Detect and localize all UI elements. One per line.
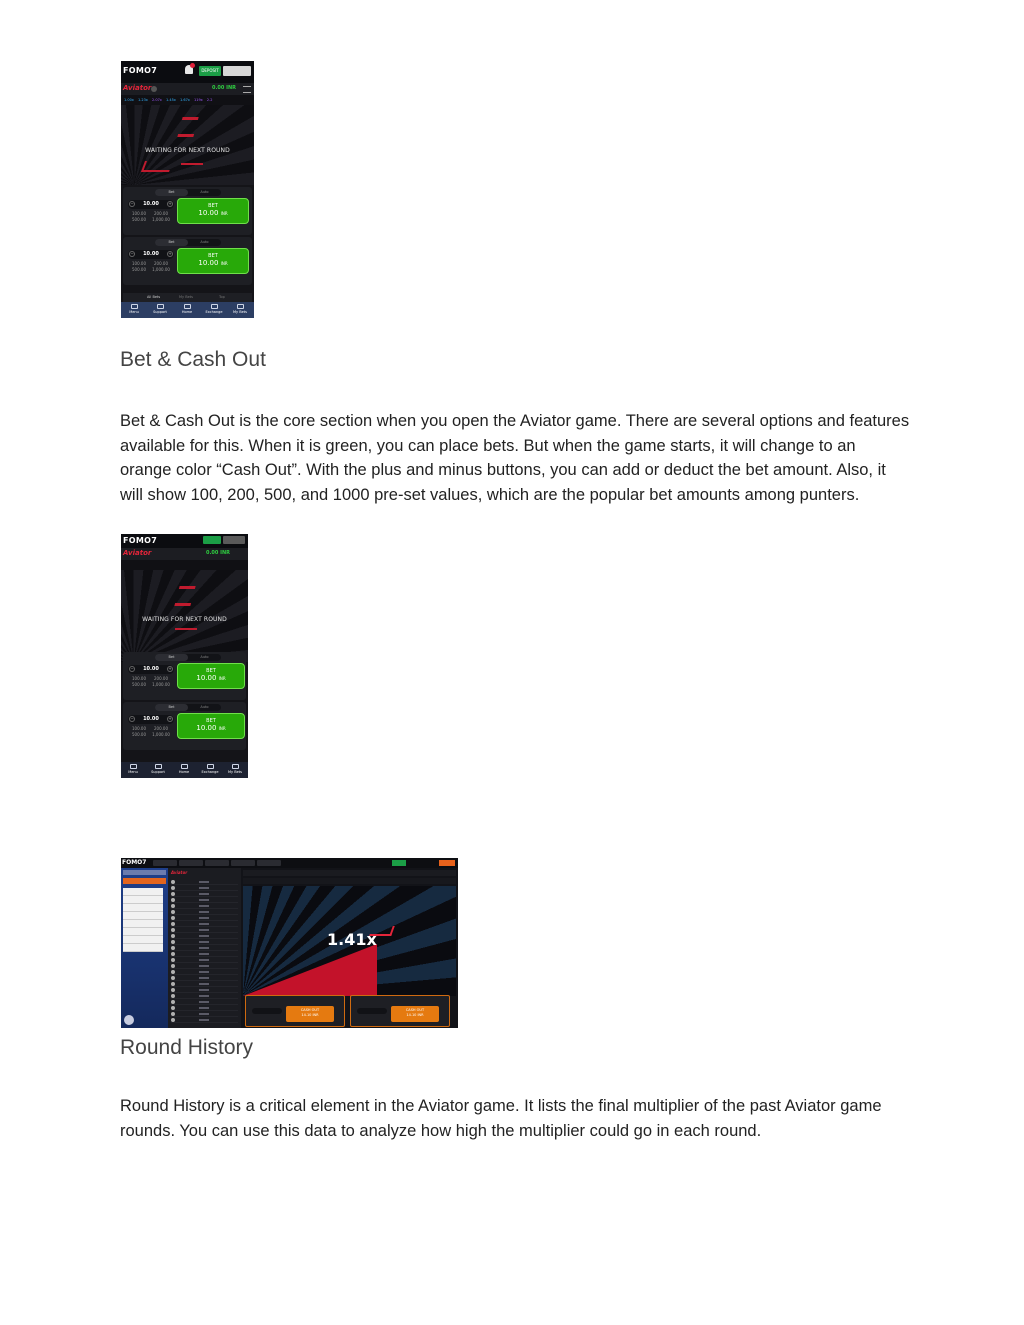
notice-banner [243,870,456,876]
bet-button[interactable] [177,663,245,689]
bet-label: BET [208,203,218,209]
sidebar-item[interactable] [123,944,163,952]
nav-menu[interactable] [122,304,146,314]
game-stage [243,886,456,996]
waiting-text: WAITING FOR NEXT ROUND [142,616,227,623]
tab-auto[interactable]: Auto [200,190,209,194]
plane-icon [141,161,173,172]
help-icon[interactable] [151,86,157,92]
game-stage [121,570,248,662]
home-icon [184,304,191,309]
tab-all-bets[interactable]: All Bets [147,295,161,299]
section-paragraph-round-history: Round History is a critical element in the Aviator game. It lists the final multiplier of the past Aviator game rounds. You can use this data to analyze how high the multiplier could go in each round. [120,1097,882,1140]
section-heading-bet-cash-out: Bet & Cash Out [120,348,266,371]
sidebar-item[interactable] [123,888,163,896]
currency: INR [220,261,228,266]
nav-label: Menu [129,310,139,314]
top-bar [121,534,248,548]
bottom-nav [121,762,248,778]
preset-button[interactable]: 1,000.00 [152,732,170,737]
amount-stepper [128,250,174,259]
aviator-logo: Aviator [123,84,152,92]
bet-panel-1 [123,187,252,235]
preset-button[interactable]: 200.00 [154,261,168,266]
amount-stepper [128,200,174,209]
minus-icon[interactable]: − [130,666,134,671]
minus-icon[interactable]: − [130,716,134,721]
bet-button[interactable] [177,198,249,224]
cashout-button[interactable] [391,1006,439,1022]
exchange-icon [207,764,214,769]
nav-label: Support [151,770,165,774]
multiplier-chip: 2.2 [206,98,213,102]
nav-label: Exchange [205,310,223,314]
flight-curve [243,944,377,996]
aviator-desktop-screenshot [121,858,458,1028]
login-field[interactable] [223,66,251,76]
cashout-label: CASH OUT [405,1008,425,1012]
preset-amounts [128,676,174,688]
list-item [171,1018,238,1023]
preset-button[interactable]: 500.00 [132,267,146,272]
preset-button[interactable]: 200.00 [154,676,168,681]
amount-stepper [128,665,174,674]
join-button[interactable] [439,860,455,866]
section-heading-round-history: Round History [120,1036,254,1059]
tab-top[interactable]: Top [219,295,225,299]
currency: INR [218,726,226,731]
aviator-logo: Aviator [171,870,188,875]
nav-label: Exchange [201,770,219,774]
nav-tab[interactable] [153,860,177,866]
amount-value[interactable]: 10.00 [143,716,159,722]
bet-mode-tabs [155,654,221,661]
tab-auto[interactable]: Auto [200,240,209,244]
bet-panel-2 [123,702,246,750]
list-item [171,982,238,987]
nav-support[interactable] [148,304,172,314]
plus-icon[interactable]: + [168,666,172,671]
balance: 0.00 INR [212,85,236,91]
currency: INR [220,211,228,216]
sidebar-search[interactable] [123,870,166,875]
sidebar-item[interactable] [123,912,163,920]
cashout-label: CASH OUT [300,1008,320,1012]
nav-tab[interactable] [205,860,229,866]
list-item [171,880,238,885]
preset-button[interactable]: 100.00 [132,676,146,681]
nav-tab[interactable] [257,860,281,866]
nav-label: Home [178,770,190,774]
multiplier-history [121,560,248,570]
bet-amount: 10.00 [196,724,217,732]
cashout-panel-2 [350,995,450,1027]
bet-label: BET [206,668,216,674]
menu-icon [130,764,137,769]
list-item [171,1012,238,1017]
list-item [171,946,238,951]
amount-value[interactable]: 10.00 [143,666,159,672]
fomo7-logo: FOMO7 [122,859,147,866]
all-bets-list [168,868,241,1028]
bet-amount: 10.00 [198,259,219,267]
bet-amount: 10.00 [198,209,219,217]
nav-my-bets[interactable] [228,304,252,314]
multiplier-chip: 1.45x [166,98,176,102]
list-item [171,916,238,921]
bet-label: BET [206,718,216,724]
section-paragraph-bet-cash-out: Bet & Cash Out is the core section when you open the Aviator game. There are several options and features available for this. When it is green, you can place bets. But when the game starts, it will change to an orange color “Cash Out”. With the plus and minus buttons, you can add or deduct the bet amount. Also, it will show 100, 200, 500, and 1000 pre-set values, which are the popular bet amounts among punters. [120,412,910,504]
nav-exchange[interactable] [202,304,226,314]
tab-bet[interactable]: Bet [155,189,188,196]
fomo7-logo: FOMO7 [123,536,158,545]
amount-stepper[interactable] [252,1008,282,1014]
amount-value[interactable]: 10.00 [143,251,159,257]
aviator-logo: Aviator [123,549,152,557]
desktop-top-bar [121,858,458,868]
notification-dot [190,63,195,68]
plus-icon[interactable]: + [168,251,172,256]
deposit-button[interactable]: DEPOSIT [199,66,221,76]
bet-button[interactable] [177,713,245,739]
multiplier-history [121,95,254,105]
cashout-amount: 14.10 INR [301,1013,319,1017]
fomo7-logo: FOMO7 [123,66,158,75]
home-icon [181,764,188,769]
loading-propeller-icon [177,117,198,137]
login-field[interactable] [223,536,245,544]
game-stage [121,105,254,185]
sidebar-item[interactable] [123,896,163,904]
nav-support[interactable] [146,764,170,774]
tab-my-bets[interactable]: My Bets [179,295,193,299]
nav-my-bets[interactable] [223,764,247,774]
plus-icon[interactable]: + [168,716,172,721]
nav-home[interactable] [175,304,199,314]
list-item [171,970,238,975]
deposit-button[interactable] [392,860,406,866]
list-item [171,1000,238,1005]
game-header [121,83,254,95]
amount-value[interactable]: 10.00 [143,201,159,207]
bet-panel-2 [123,237,252,285]
list-item [171,964,238,969]
list-item [171,994,238,999]
plus-icon[interactable]: + [168,201,172,206]
multiplier-history [243,878,456,884]
list-item [171,904,238,909]
sidebar-item[interactable] [123,920,163,928]
multiplier-chip: 1.23x [138,98,148,102]
list-item [171,976,238,981]
progress-bar [175,628,197,630]
preset-button[interactable]: 500.00 [132,682,146,687]
preset-button[interactable]: 200.00 [154,726,168,731]
amount-stepper [128,715,174,724]
cashout-amount: 14.10 INR [406,1013,424,1017]
tab-auto[interactable]: Auto [200,705,209,709]
minus-icon[interactable]: − [130,201,134,206]
nav-home[interactable] [172,764,196,774]
game-header [121,548,248,560]
list-item [171,898,238,903]
support-icon [157,304,164,309]
multiplier-chip: 1.67x [180,98,190,102]
sidebar-item[interactable] [123,928,163,936]
sports-sidebar [121,868,168,1028]
bet-amount: 10.00 [196,674,217,682]
nav-menu[interactable] [121,764,145,774]
list-item [171,952,238,957]
list-item [171,892,238,897]
preset-button[interactable]: 100.00 [132,211,146,216]
nav-label: Home [181,310,193,314]
sidebar-item[interactable] [123,936,163,944]
chat-icon[interactable] [124,1015,134,1025]
menu-icon [131,304,138,309]
waiting-text: WAITING FOR NEXT ROUND [145,147,230,154]
deposit-button[interactable] [203,536,221,544]
list-item [171,1006,238,1011]
bets-icon [232,764,239,769]
multiplier-chip: 2.07x [152,98,162,102]
bets-icon [237,304,244,309]
nav-label: My Bets [228,770,242,774]
support-icon [155,764,162,769]
top-bar [121,61,254,83]
list-item [171,988,238,993]
balance: 0.00 INR [206,550,230,556]
preset-button[interactable]: 100.00 [132,726,146,731]
bet-button[interactable] [177,248,249,274]
cashout-button[interactable] [286,1006,334,1022]
nav-label: My Bets [233,310,247,314]
aviator-mobile-screenshot-2 [121,534,248,778]
nav-label: Menu [128,770,138,774]
preset-amounts [128,726,174,738]
preset-button[interactable]: 1,000.00 [152,682,170,687]
nav-label: Support [153,310,167,314]
preset-button[interactable]: 1,000.00 [152,267,170,272]
hamburger-icon[interactable] [243,86,251,93]
bet-mode-tabs [155,239,221,246]
nav-tab[interactable] [179,860,203,866]
preset-button[interactable]: 100.00 [132,261,146,266]
bet-label: BET [208,253,218,259]
minus-icon[interactable]: − [130,251,134,256]
bet-mode-tabs [155,704,221,711]
list-item [171,958,238,963]
sidebar-item[interactable] [123,904,163,912]
multiplier-chip: 119x [194,98,203,102]
exchange-icon [211,304,218,309]
bets-tabs [123,293,252,302]
cashout-panel-1 [245,995,345,1027]
list-item [171,934,238,939]
preset-button[interactable]: 1,000.00 [152,217,170,222]
preset-amounts [128,211,174,223]
tab-bet[interactable]: Bet [155,239,188,246]
list-item [171,928,238,933]
preset-amounts [128,261,174,273]
tab-bet[interactable]: Bet [155,704,188,711]
sidebar-heading [123,878,166,884]
tab-auto[interactable]: Auto [200,655,209,659]
current-multiplier: 1.41x [327,930,377,949]
bet-panel-1 [123,652,246,700]
amount-stepper[interactable] [357,1008,387,1014]
currency: INR [218,676,226,681]
aviator-mobile-screenshot-1 [121,61,254,318]
loading-propeller-icon [174,586,195,606]
preset-button[interactable]: 500.00 [132,732,146,737]
bet-mode-tabs [155,189,221,196]
list-item [171,910,238,915]
list-item [171,886,238,891]
list-item [171,922,238,927]
preset-button[interactable]: 200.00 [154,211,168,216]
bottom-nav [121,302,254,318]
list-item [171,940,238,945]
nav-exchange[interactable] [198,764,222,774]
preset-button[interactable]: 500.00 [132,217,146,222]
tab-bet[interactable]: Bet [155,654,188,661]
nav-tab[interactable] [231,860,255,866]
multiplier-chip: 1.00x [124,98,134,102]
plane-icon [369,926,395,936]
progress-bar [181,163,203,165]
